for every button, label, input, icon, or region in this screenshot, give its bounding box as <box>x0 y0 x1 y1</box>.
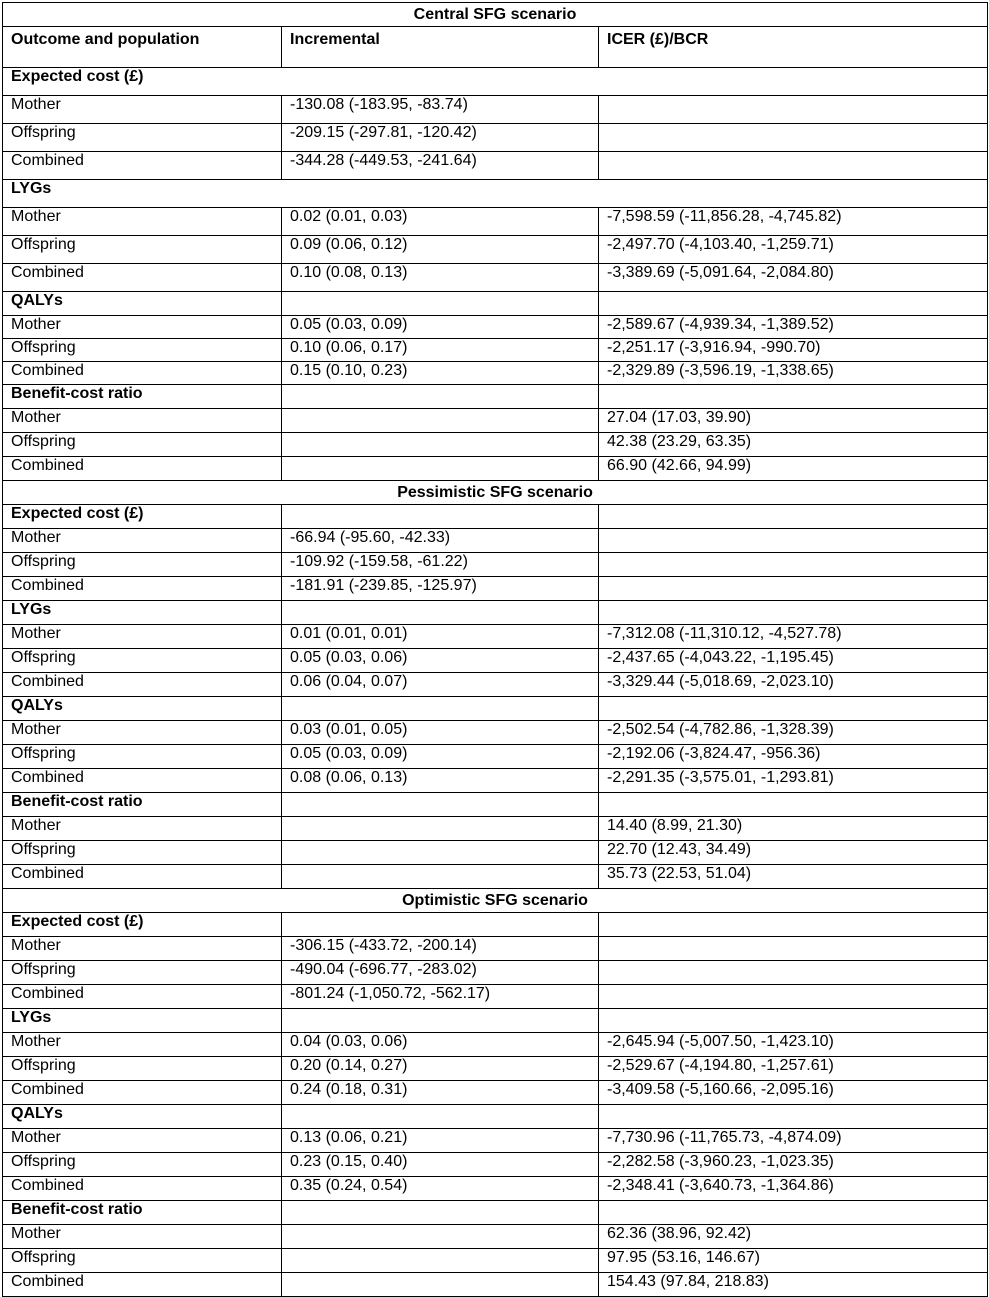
table-row <box>3 1249 988 1273</box>
table-row <box>3 625 988 649</box>
population-cell: Combined <box>3 1081 282 1105</box>
section-label-row <box>3 292 988 316</box>
incremental-cell: 0.15 (0.10, 0.23) <box>282 362 599 385</box>
incremental-cell: 0.05 (0.03, 0.06) <box>282 649 599 673</box>
scenario-title: Optimistic SFG scenario <box>3 889 988 913</box>
section-label-row <box>3 601 988 625</box>
population-cell: Offspring <box>3 236 282 264</box>
empty-cell <box>599 1009 988 1033</box>
section-label: Benefit-cost ratio <box>3 385 282 409</box>
table-row <box>3 865 988 889</box>
population-cell: Mother <box>3 1225 282 1249</box>
table-row <box>3 937 988 961</box>
table-row <box>3 152 988 180</box>
section-label: QALYs <box>3 292 282 316</box>
icer-bcr-cell <box>599 961 988 985</box>
empty-cell <box>282 913 599 937</box>
section-label-row <box>3 505 988 529</box>
incremental-cell <box>282 1249 599 1273</box>
icer-bcr-cell: -3,409.58 (-5,160.66, -2,095.16) <box>599 1081 988 1105</box>
table-row <box>3 649 988 673</box>
table-row <box>3 457 988 481</box>
population-cell: Combined <box>3 264 282 292</box>
icer-bcr-cell <box>599 124 988 152</box>
population-cell: Mother <box>3 937 282 961</box>
table-row <box>3 961 988 985</box>
incremental-cell: 0.09 (0.06, 0.12) <box>282 236 599 264</box>
icer-bcr-cell: -2,192.06 (-3,824.47, -956.36) <box>599 745 988 769</box>
population-cell: Mother <box>3 1129 282 1153</box>
empty-cell <box>282 292 599 316</box>
table-row <box>3 529 988 553</box>
incremental-cell <box>282 433 599 457</box>
incremental-cell <box>282 457 599 481</box>
incremental-cell: 0.02 (0.01, 0.03) <box>282 208 599 236</box>
table-row <box>3 817 988 841</box>
incremental-cell: 0.24 (0.18, 0.31) <box>282 1081 599 1105</box>
population-cell: Combined <box>3 769 282 793</box>
table-row <box>3 553 988 577</box>
table-row <box>3 433 988 457</box>
icer-bcr-cell <box>599 152 988 180</box>
empty-cell <box>599 913 988 937</box>
icer-bcr-cell <box>599 577 988 601</box>
population-cell: Offspring <box>3 124 282 152</box>
icer-bcr-cell: 62.36 (38.96, 92.42) <box>599 1225 988 1249</box>
icer-bcr-cell: -2,282.58 (-3,960.23, -1,023.35) <box>599 1153 988 1177</box>
results-table-container <box>2 2 987 1297</box>
incremental-cell: 0.06 (0.04, 0.07) <box>282 673 599 697</box>
population-cell: Offspring <box>3 553 282 577</box>
icer-bcr-cell: -2,348.41 (-3,640.73, -1,364.86) <box>599 1177 988 1201</box>
population-cell: Mother <box>3 96 282 124</box>
population-cell: Combined <box>3 457 282 481</box>
incremental-cell: -801.24 (-1,050.72, -562.17) <box>282 985 599 1009</box>
icer-bcr-cell: 97.95 (53.16, 146.67) <box>599 1249 988 1273</box>
table-row <box>3 1273 988 1297</box>
empty-cell <box>282 697 599 721</box>
column-header-incremental: Incremental <box>282 27 599 68</box>
icer-bcr-cell: -3,389.69 (-5,091.64, -2,084.80) <box>599 264 988 292</box>
table-row <box>3 316 988 339</box>
population-cell: Mother <box>3 817 282 841</box>
population-cell: Mother <box>3 409 282 433</box>
incremental-cell <box>282 817 599 841</box>
icer-bcr-cell: 66.90 (42.66, 94.99) <box>599 457 988 481</box>
section-label-row <box>3 1201 988 1225</box>
incremental-cell: 0.08 (0.06, 0.13) <box>282 769 599 793</box>
scenario-title: Central SFG scenario <box>3 3 988 27</box>
section-label-row <box>3 68 988 96</box>
icer-bcr-cell: 154.43 (97.84, 218.83) <box>599 1273 988 1297</box>
population-cell: Combined <box>3 152 282 180</box>
section-label: Benefit-cost ratio <box>3 1201 282 1225</box>
incremental-cell: 0.35 (0.24, 0.54) <box>282 1177 599 1201</box>
incremental-cell: -109.92 (-159.58, -61.22) <box>282 553 599 577</box>
population-cell: Offspring <box>3 1249 282 1273</box>
table-row <box>3 362 988 385</box>
icer-bcr-cell: -2,645.94 (-5,007.50, -1,423.10) <box>599 1033 988 1057</box>
incremental-cell: 0.13 (0.06, 0.21) <box>282 1129 599 1153</box>
table-row <box>3 985 988 1009</box>
icer-bcr-cell: -2,589.67 (-4,939.34, -1,389.52) <box>599 316 988 339</box>
icer-bcr-cell: -2,497.70 (-4,103.40, -1,259.71) <box>599 236 988 264</box>
table-row <box>3 96 988 124</box>
scenario-title-row <box>3 889 988 913</box>
table-row <box>3 208 988 236</box>
incremental-cell <box>282 841 599 865</box>
table-row <box>3 841 988 865</box>
results-table-body <box>3 3 988 1297</box>
population-cell: Combined <box>3 1177 282 1201</box>
icer-bcr-cell: -2,502.54 (-4,782.86, -1,328.39) <box>599 721 988 745</box>
incremental-cell: 0.04 (0.03, 0.06) <box>282 1033 599 1057</box>
incremental-cell <box>282 1225 599 1249</box>
icer-bcr-cell: -3,329.44 (-5,018.69, -2,023.10) <box>599 673 988 697</box>
column-header-icer: ICER (£)/BCR <box>599 27 988 68</box>
table-row <box>3 577 988 601</box>
section-label: Expected cost (£) <box>3 505 282 529</box>
incremental-cell: 0.20 (0.14, 0.27) <box>282 1057 599 1081</box>
table-row <box>3 673 988 697</box>
incremental-cell: -209.15 (-297.81, -120.42) <box>282 124 599 152</box>
population-cell: Combined <box>3 577 282 601</box>
empty-cell <box>282 601 599 625</box>
incremental-cell: 0.05 (0.03, 0.09) <box>282 316 599 339</box>
icer-bcr-cell: 35.73 (22.53, 51.04) <box>599 865 988 889</box>
population-cell: Combined <box>3 673 282 697</box>
population-cell: Offspring <box>3 649 282 673</box>
section-label: QALYs <box>3 1105 282 1129</box>
empty-cell <box>599 697 988 721</box>
table-row <box>3 339 988 362</box>
icer-bcr-cell: -2,329.89 (-3,596.19, -1,338.65) <box>599 362 988 385</box>
population-cell: Offspring <box>3 339 282 362</box>
icer-bcr-cell: -7,730.96 (-11,765.73, -4,874.09) <box>599 1129 988 1153</box>
population-cell: Combined <box>3 362 282 385</box>
empty-cell <box>282 1105 599 1129</box>
section-label: QALYs <box>3 697 282 721</box>
population-cell: Mother <box>3 529 282 553</box>
table-row <box>3 769 988 793</box>
icer-bcr-cell: -7,598.59 (-11,856.28, -4,745.82) <box>599 208 988 236</box>
empty-cell <box>282 793 599 817</box>
incremental-cell: -344.28 (-449.53, -241.64) <box>282 152 599 180</box>
incremental-cell: -181.91 (-239.85, -125.97) <box>282 577 599 601</box>
population-cell: Offspring <box>3 1153 282 1177</box>
section-label-row <box>3 697 988 721</box>
table-row <box>3 124 988 152</box>
table-row <box>3 1153 988 1177</box>
empty-cell <box>282 1201 599 1225</box>
incremental-cell: 0.10 (0.08, 0.13) <box>282 264 599 292</box>
section-label-row <box>3 180 988 208</box>
incremental-cell: 0.03 (0.01, 0.05) <box>282 721 599 745</box>
section-label: Benefit-cost ratio <box>3 793 282 817</box>
population-cell: Mother <box>3 625 282 649</box>
table-row <box>3 236 988 264</box>
icer-bcr-cell <box>599 985 988 1009</box>
empty-cell <box>599 1201 988 1225</box>
population-cell: Mother <box>3 316 282 339</box>
population-cell: Mother <box>3 721 282 745</box>
population-cell: Combined <box>3 865 282 889</box>
table-row <box>3 1177 988 1201</box>
scenario-title-row <box>3 481 988 505</box>
table-row <box>3 409 988 433</box>
empty-cell <box>599 1105 988 1129</box>
incremental-cell: -66.94 (-95.60, -42.33) <box>282 529 599 553</box>
section-label-row <box>3 793 988 817</box>
icer-bcr-cell: -2,529.67 (-4,194.80, -1,257.61) <box>599 1057 988 1081</box>
icer-bcr-cell: -7,312.08 (-11,310.12, -4,527.78) <box>599 625 988 649</box>
population-cell: Combined <box>3 1273 282 1297</box>
incremental-cell: 0.01 (0.01, 0.01) <box>282 625 599 649</box>
section-label: LYGs <box>3 601 282 625</box>
section-label: LYGs <box>3 1009 282 1033</box>
icer-bcr-cell <box>599 553 988 577</box>
incremental-cell: -306.15 (-433.72, -200.14) <box>282 937 599 961</box>
table-row <box>3 1225 988 1249</box>
icer-bcr-cell: -2,251.17 (-3,916.94, -990.70) <box>599 339 988 362</box>
population-cell: Offspring <box>3 1057 282 1081</box>
population-cell: Combined <box>3 985 282 1009</box>
empty-cell <box>599 793 988 817</box>
section-label: Expected cost (£) <box>3 68 988 96</box>
section-label-row <box>3 913 988 937</box>
empty-cell <box>282 1009 599 1033</box>
column-header-outcome: Outcome and population <box>3 27 282 68</box>
empty-cell <box>282 385 599 409</box>
table-row <box>3 1129 988 1153</box>
icer-bcr-cell: 27.04 (17.03, 39.90) <box>599 409 988 433</box>
icer-bcr-cell <box>599 529 988 553</box>
population-cell: Offspring <box>3 841 282 865</box>
results-table <box>2 2 988 1297</box>
population-cell: Offspring <box>3 433 282 457</box>
empty-cell <box>599 385 988 409</box>
icer-bcr-cell <box>599 937 988 961</box>
empty-cell <box>599 601 988 625</box>
section-label: LYGs <box>3 180 988 208</box>
population-cell: Mother <box>3 208 282 236</box>
empty-cell <box>599 292 988 316</box>
scenario-title-row <box>3 3 988 27</box>
section-label-row <box>3 1009 988 1033</box>
scenario-title: Pessimistic SFG scenario <box>3 481 988 505</box>
table-row <box>3 1033 988 1057</box>
table-row <box>3 1081 988 1105</box>
incremental-cell: -130.08 (-183.95, -83.74) <box>282 96 599 124</box>
table-row <box>3 264 988 292</box>
population-cell: Offspring <box>3 745 282 769</box>
table-row <box>3 721 988 745</box>
icer-bcr-cell: 22.70 (12.43, 34.49) <box>599 841 988 865</box>
icer-bcr-cell: -2,291.35 (-3,575.01, -1,293.81) <box>599 769 988 793</box>
incremental-cell: 0.23 (0.15, 0.40) <box>282 1153 599 1177</box>
table-row <box>3 745 988 769</box>
icer-bcr-cell: 14.40 (8.99, 21.30) <box>599 817 988 841</box>
table-header-row <box>3 27 988 68</box>
icer-bcr-cell: -2,437.65 (-4,043.22, -1,195.45) <box>599 649 988 673</box>
incremental-cell: -490.04 (-696.77, -283.02) <box>282 961 599 985</box>
incremental-cell: 0.05 (0.03, 0.09) <box>282 745 599 769</box>
icer-bcr-cell: 42.38 (23.29, 63.35) <box>599 433 988 457</box>
table-row <box>3 1057 988 1081</box>
population-cell: Offspring <box>3 961 282 985</box>
empty-cell <box>599 505 988 529</box>
icer-bcr-cell <box>599 96 988 124</box>
incremental-cell <box>282 409 599 433</box>
incremental-cell: 0.10 (0.06, 0.17) <box>282 339 599 362</box>
section-label: Expected cost (£) <box>3 913 282 937</box>
section-label-row <box>3 1105 988 1129</box>
population-cell: Mother <box>3 1033 282 1057</box>
section-label-row <box>3 385 988 409</box>
incremental-cell <box>282 865 599 889</box>
empty-cell <box>282 505 599 529</box>
incremental-cell <box>282 1273 599 1297</box>
